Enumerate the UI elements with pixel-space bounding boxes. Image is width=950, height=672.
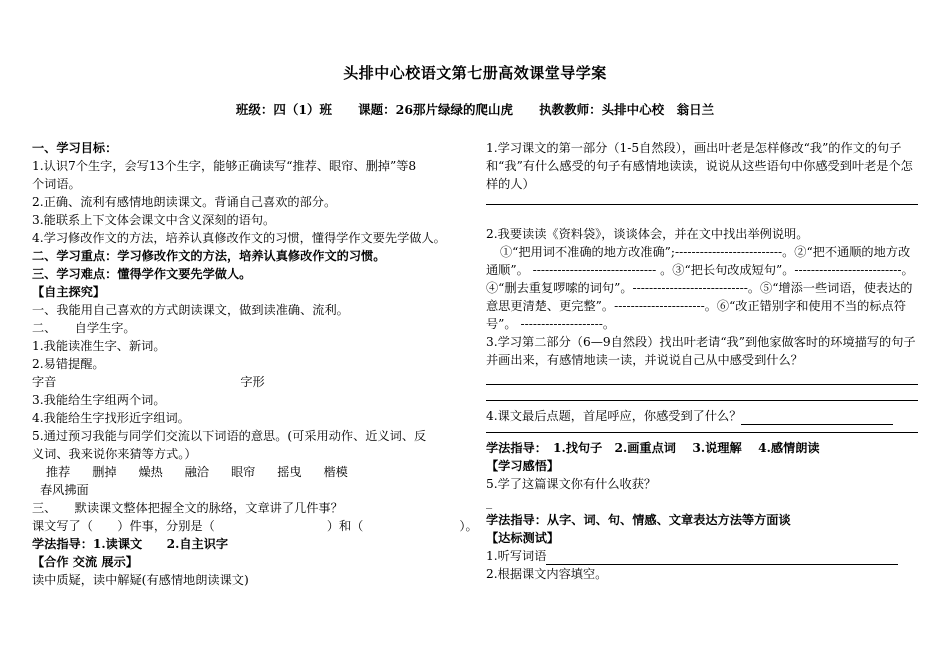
word: 删掉	[92, 465, 117, 479]
method-guide-2: 学法指导： 1.找句子 2.画重点词 3.说理解 4.感情朗读	[486, 441, 820, 455]
right-column	[486, 139, 918, 583]
test-heading: 【达标测试】	[486, 531, 560, 545]
method-guide-1: 学法指导：1.读课文 2.自主识字	[32, 537, 229, 551]
feel-heading: 【学习感悟】	[486, 459, 560, 473]
lesson-topic: 课题：26那片绿绿的爬山虎	[358, 102, 514, 117]
goal-1b: 个词语。	[32, 177, 81, 191]
zi-yin-label: 字音	[32, 375, 57, 389]
fill-text-a: 课文写了（ ）件事，分别是（	[32, 519, 215, 533]
answer-blank[interactable]	[741, 410, 893, 425]
goal-2: 2.正确、流利有感情地朗读课文。背诵自己喜欢的部分。	[32, 195, 337, 209]
word: 楷模	[323, 465, 348, 479]
question-3: 3.学习第二部分（6—9自然段）找出叶老请“我”到他家做客时的环境描写的句子并画出来，有感情地读一读，并说说自己从中感受到什么？	[486, 335, 916, 367]
item-2-5a: 5.通过预习我能与同学们交流以下词语的意思。(可采用动作、近义词、反	[32, 429, 427, 443]
item-2-3: 3.我能给生字组两个词。	[32, 393, 166, 407]
item-3-fill	[32, 517, 478, 535]
test-2: 2.根据课文内容填空。	[486, 567, 608, 581]
self-explore-heading: 【自主探究】	[32, 285, 106, 299]
word: 燥热	[138, 465, 163, 479]
page-title: 头排中心校语文第七册高效课堂导学案	[343, 64, 607, 82]
fill-text-b: ）和（	[326, 519, 364, 533]
teacher-info: 执教教师：头排中心校 翁日兰	[539, 102, 715, 117]
cooperate-heading: 【合作 交流 展示】	[32, 555, 138, 569]
question-5: 5.学了这篇课文你有什么收获？	[486, 477, 657, 491]
key-point: 二、学习重点：学习修改作文的方法，培养认真修改作文的习惯。	[32, 249, 386, 263]
word-last: 春风拂面	[40, 483, 89, 497]
word: 推荐	[46, 465, 71, 479]
answer-dash[interactable]: _	[486, 495, 493, 509]
question-4	[486, 407, 918, 425]
item-2-1: 1.我能读准生字、新词。	[32, 339, 166, 353]
item-2-4: 4.我能给生字找形近字组词。	[32, 411, 190, 425]
goals-heading: 一、学习目标：	[32, 141, 118, 155]
test-1-text: 1.听写词语	[486, 549, 547, 563]
item-2: 二、 自学生字。	[32, 321, 136, 335]
dictation-blank[interactable]	[546, 550, 898, 565]
goal-4: 4.学习修改作文的方法，培养认真修改作文的习惯，懂得学作文要先学做人。	[32, 231, 446, 245]
pronunciation-shape-row	[32, 373, 468, 391]
item-1: 一、我能用自己喜欢的方式朗读课文，做到读准确、流利。	[32, 303, 349, 317]
item-2-5b: 义词、我来说你来猜等方式。）	[32, 447, 197, 461]
item-3: 三、 默读课文整体把握全文的脉络，文章讲了几件事？	[32, 501, 343, 515]
left-column	[32, 139, 478, 589]
fill-text-c: ）。	[459, 519, 478, 533]
class-info: 班级：四（1）班	[235, 102, 333, 117]
difficulty: 三、学习难点：懂得学作文要先学做人。	[32, 267, 252, 281]
item-2-2: 2.易错提醒。	[32, 357, 105, 371]
question-1: 1.学习课文的第一部分（1-5自然段），画出叶老是怎样修改“我”的作文的句子和“我”有什么感受的句子有感情地读读，说说从这些语句中你感受到叶老是个怎样的人）	[486, 141, 913, 191]
read-line: 读中质疑，读中解疑(有感情地朗读课文)	[32, 573, 249, 587]
goal-1a: 1.认识7个生字，会写13个生字，能够正确读写“推荐、眼帘、删掉”等8	[32, 159, 417, 173]
word: 融洽	[184, 465, 210, 479]
question-2: 2.我要读读《资料袋》，谈谈体会，并在文中找出举例说明。	[486, 227, 809, 241]
word: 摇曳	[277, 465, 302, 479]
test-1	[486, 547, 918, 565]
zi-xing-label: 字形	[240, 375, 265, 389]
word-list	[32, 463, 468, 481]
goal-3: 3.能联系上下文体会课文中含义深刻的语句。	[32, 213, 276, 227]
question-4-text: 4.课文最后点题，首尾呼应，你感受到了什么？	[486, 409, 742, 423]
method-guide-3: 学法指导：从字、词、句、情感、文章表达方法等方面谈	[486, 513, 791, 527]
word: 眼帘	[231, 465, 256, 479]
question-2-detail: ①“把用词不准确的地方改准确”;--------------------------。②“把不通顺的地方改通顺”。 ------------------------------ 。③“把长句改成短句”。--------------------------。④“删去重复啰嗦的词句”。----------------------------。⑤“增添一些词语，使表达的意思更清楚、更完整”。----------------------。⑥“改正错别字和使用不当的标点符号”。 --------------------。	[486, 245, 914, 331]
page-subtitle	[0, 101, 950, 119]
